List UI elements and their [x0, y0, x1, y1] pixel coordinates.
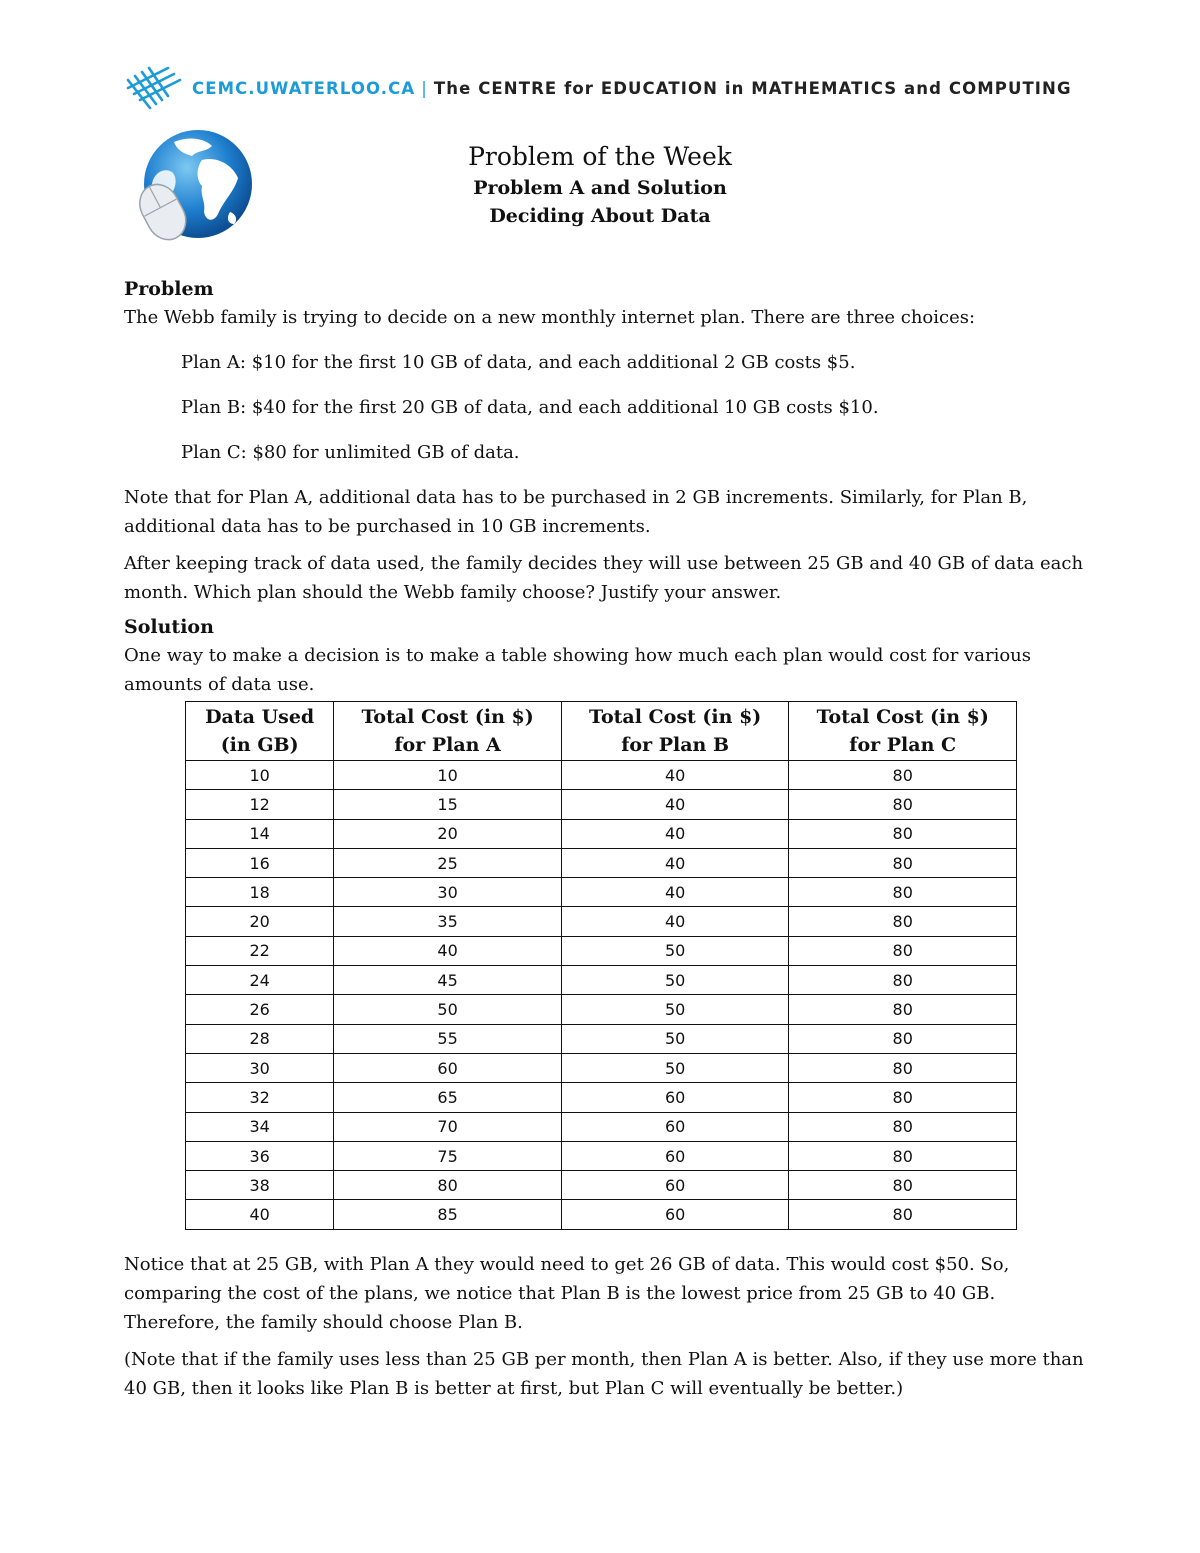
table-cell: 60 — [561, 1171, 789, 1200]
column-header: Total Cost (in $) for Plan A — [334, 702, 562, 761]
title-block — [300, 140, 900, 230]
plan-c-description: Plan C: $80 for unlimited GB of data. — [181, 442, 520, 463]
document-body — [124, 275, 1084, 1403]
table-header-row — [186, 702, 1017, 761]
table-cell: 80 — [334, 1171, 562, 1200]
table-cell: 80 — [789, 819, 1017, 848]
header-separator: | — [421, 79, 428, 98]
table-cell: 80 — [789, 1141, 1017, 1170]
table-cell: 30 — [186, 1053, 334, 1082]
table-cell: 60 — [561, 1083, 789, 1112]
table-row — [186, 995, 1017, 1024]
table-cell: 80 — [789, 1112, 1017, 1141]
table-cell: 20 — [186, 907, 334, 936]
table-cell: 50 — [561, 1024, 789, 1053]
table-row — [186, 1083, 1017, 1112]
table-cell: 10 — [334, 761, 562, 790]
table-row — [186, 966, 1017, 995]
table-cell: 35 — [334, 907, 562, 936]
increment-note: Note that for Plan A, additional data has to be purchased in 2 GB increments. Similarly, for Plan B, additional data has to be purchased in 10 GB increments. — [124, 487, 1028, 537]
table-cell: 60 — [561, 1112, 789, 1141]
table-cell: 80 — [789, 1200, 1017, 1229]
solution-conclusion: Notice that at 25 GB, with Plan A they would need to get 26 GB of data. This would cost $50. So, comparing the cost of the plans, we notice that Plan B is the lowest price from 25 GB to 40 GB. Therefore, the family should choose Plan B. — [124, 1253, 1010, 1333]
problem-heading: Problem — [124, 278, 214, 300]
table-cell: 50 — [334, 995, 562, 1024]
table-cell: 15 — [334, 790, 562, 819]
table-cell: 80 — [789, 1053, 1017, 1082]
solution-aside: (Note that if the family uses less than 25 GB per month, then Plan A is better. Also, if they use more than 40 GB, then it looks like Plan B is better at first, but Plan C will eventually be better.) — [124, 1348, 1084, 1399]
table-row — [186, 1200, 1017, 1229]
table-cell: 22 — [186, 936, 334, 965]
table-cell: 80 — [789, 878, 1017, 907]
table-cell: 40 — [561, 819, 789, 848]
table-row — [186, 761, 1017, 790]
table-cell: 40 — [561, 761, 789, 790]
plan-b-description: Plan B: $40 for the first 20 GB of data, and each additional 10 GB costs $10. — [181, 397, 879, 418]
table-cell: 80 — [789, 995, 1017, 1024]
table-cell: 50 — [561, 936, 789, 965]
table-cell: 40 — [334, 936, 562, 965]
table-row — [186, 1053, 1017, 1082]
cost-table — [185, 701, 1017, 1230]
table-cell: 20 — [334, 819, 562, 848]
table-cell: 80 — [789, 1083, 1017, 1112]
table-cell: 45 — [334, 966, 562, 995]
table-cell: 40 — [561, 848, 789, 877]
table-row — [186, 848, 1017, 877]
table-row — [186, 1112, 1017, 1141]
table-cell: 60 — [334, 1053, 562, 1082]
table-cell: 55 — [334, 1024, 562, 1053]
table-cell: 14 — [186, 819, 334, 848]
page-subtitle: Problem A and Solution — [473, 177, 727, 199]
table-cell: 50 — [561, 995, 789, 1024]
table-cell: 80 — [789, 848, 1017, 877]
solution-intro: One way to make a decision is to make a table showing how much each plan would cost for various amounts of data use. — [124, 645, 1031, 695]
table-cell: 40 — [561, 878, 789, 907]
table-cell: 34 — [186, 1112, 334, 1141]
column-header: Data Used (in GB) — [186, 702, 334, 761]
table-cell: 60 — [561, 1141, 789, 1170]
table-cell: 30 — [334, 878, 562, 907]
table-cell: 80 — [789, 1024, 1017, 1053]
table-cell: 18 — [186, 878, 334, 907]
table-cell: 40 — [186, 1200, 334, 1229]
table-cell: 80 — [789, 1171, 1017, 1200]
table-cell: 80 — [789, 966, 1017, 995]
table-cell: 75 — [334, 1141, 562, 1170]
table-cell: 80 — [789, 907, 1017, 936]
table-row — [186, 936, 1017, 965]
table-cell: 25 — [334, 848, 562, 877]
table-row — [186, 1171, 1017, 1200]
table-row — [186, 878, 1017, 907]
table-row — [186, 819, 1017, 848]
table-cell: 26 — [186, 995, 334, 1024]
table-cell: 32 — [186, 1083, 334, 1112]
table-row — [186, 790, 1017, 819]
table-cell: 16 — [186, 848, 334, 877]
page-title: Problem of the Week — [468, 142, 732, 171]
table-cell: 12 — [186, 790, 334, 819]
column-header: Total Cost (in $) for Plan C — [789, 702, 1017, 761]
cemc-logo-icon — [124, 64, 184, 116]
table-cell: 65 — [334, 1083, 562, 1112]
page-header — [124, 64, 1084, 116]
table-cell: 80 — [789, 761, 1017, 790]
table-cell: 10 — [186, 761, 334, 790]
table-cell: 28 — [186, 1024, 334, 1053]
table-cell: 24 — [186, 966, 334, 995]
table-cell: 70 — [334, 1112, 562, 1141]
plan-a-description: Plan A: $10 for the first 10 GB of data, and each additional 2 GB costs $5. — [181, 352, 856, 373]
table-cell: 60 — [561, 1200, 789, 1229]
problem-question: After keeping track of data used, the family decides they will use between 25 GB and 40 GB of data each month. Which plan should the Webb family choose? Justify your answer. — [124, 553, 1084, 603]
table-cell: 80 — [789, 936, 1017, 965]
table-cell: 40 — [561, 790, 789, 819]
table-cell: 80 — [789, 790, 1017, 819]
header-text — [192, 79, 1072, 98]
globe-mouse-icon — [134, 126, 254, 246]
table-cell: 50 — [561, 966, 789, 995]
table-cell: 40 — [561, 907, 789, 936]
problem-intro: The Webb family is trying to decide on a new monthly internet plan. There are three choices: — [124, 307, 976, 328]
centre-name: The CENTRE for EDUCATION in MATHEMATICS and COMPUTING — [433, 79, 1072, 98]
table-row — [186, 1141, 1017, 1170]
table-row — [186, 907, 1017, 936]
table-row — [186, 1024, 1017, 1053]
table-cell: 85 — [334, 1200, 562, 1229]
table-cell: 50 — [561, 1053, 789, 1082]
column-header: Total Cost (in $) for Plan B — [561, 702, 789, 761]
table-body — [186, 761, 1017, 1230]
problem-topic: Deciding About Data — [489, 205, 711, 227]
solution-heading: Solution — [124, 616, 214, 638]
site-name[interactable]: CEMC.UWATERLOO.CA — [192, 79, 416, 98]
table-cell: 36 — [186, 1141, 334, 1170]
table-cell: 38 — [186, 1171, 334, 1200]
